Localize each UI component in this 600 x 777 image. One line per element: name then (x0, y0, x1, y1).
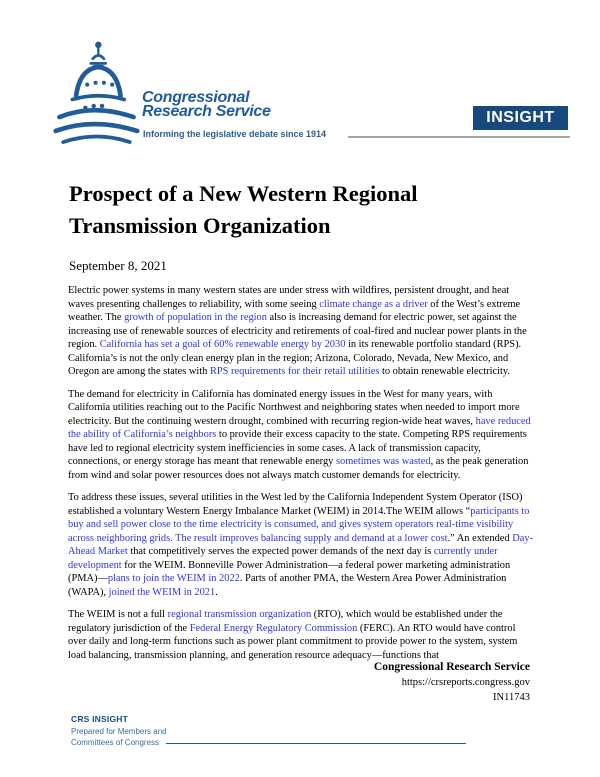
bottom-brand-block (71, 714, 466, 748)
text-run: , as the peak generation from wind and solar power resources does not always match customer demands for electricity. (68, 456, 529, 481)
paragraph (68, 284, 534, 379)
inline-link[interactable]: plans to join the WEIM in 2022 (107, 573, 240, 584)
bottom-divider (166, 743, 466, 744)
page-title (69, 178, 418, 242)
page-title-line1: Prospect of a New Western Regional (69, 181, 418, 206)
footer (374, 660, 530, 705)
text-run: that competitively serves the expected power demands of the next day is (127, 546, 434, 557)
org-tagline: Informing the legislative debate since 1914 (143, 129, 327, 139)
inline-link[interactable]: sometimes was wasted (335, 456, 431, 467)
inline-link[interactable]: have reduced the ability of California’s neighbors (68, 415, 531, 440)
paragraph (68, 491, 534, 599)
org-name-line2: Research Service (142, 103, 271, 120)
text-run: (FERC). An RTO would have control over daily and long-term functions such as power plant commitment to provide power to the system, system load balancing, transmission planning, and generation resource adequacy—functions that (68, 622, 518, 661)
text-run: . (215, 586, 218, 598)
header-divider (348, 136, 570, 138)
text-run: (RTO), which would be established under the regulatory jurisdiction of the (68, 609, 503, 634)
text-run: for the WEIM. Bonneville Power Administration—a federal power marketing administration (PMA)— (68, 559, 511, 584)
text-run: Electric power systems in many western states are under stress with wildfires, persistent drought, and heat waves presenting challenges to reliability, with some seeing (68, 285, 510, 310)
crs-insight-brand: CRS INSIGHT (71, 714, 128, 724)
text-run: To address these issues, several utilities in the West led by the California Independent System Operator (ISO) established a voluntary Western Energy Imbalance Market (WEIM) in 2014.The WEIM allows “ (68, 492, 523, 517)
text-run: . Parts of another PMA, the Western Area Power Administration (WAPA), (68, 573, 507, 598)
inline-link[interactable]: Federal Energy Regulatory Commission (189, 622, 358, 634)
text-run: The WEIM is not a full (68, 609, 168, 620)
text-run: also is increasing demand for electric power, set against the increasing use of renewable sources of electricity and retirements of coal-fired and nuclear power plants in the region. (68, 312, 527, 350)
org-logotype (142, 91, 271, 119)
capitol-dome-icon (52, 36, 140, 150)
inline-link[interactable]: California has set a goal of 60% renewable energy by 2030 (99, 339, 346, 350)
footer-url-link[interactable]: https://crsreports.congress.gov (401, 677, 530, 688)
paragraph (68, 388, 534, 483)
text-run: to provide their excess capacity to the state. Competing RPS requirements have led to regional electricity system inefficiencies in some cases. A lack of transmission capacity, connections, or energy storage has meant that renewable energy (68, 429, 527, 467)
footer-org: Congressional Research Service (373, 661, 530, 673)
text-run: .” An extended (447, 532, 513, 544)
inline-link[interactable]: Day-Ahead Market (68, 532, 533, 557)
inline-link[interactable]: RPS requirements for their retail utilities (209, 366, 380, 377)
page-title-line2: Transmission Organization (69, 213, 331, 238)
inline-link[interactable]: joined the WEIM in 2021 (108, 586, 216, 598)
text-run: in its renewable portfolio standard (RPS). California’s is not the only clean energy plan in the region; Arizona, Colorado, Nevada, New Mexico, and Oregon are among the states with (68, 339, 522, 377)
text-run: The demand for electricity in California has dominated energy issues in the West for many years, with California utilities reaching out to the Pacific Northwest and neighboring states when needed to import more electricity. But the continuing western drought, combined with recurring region-wide heat waves, (68, 388, 520, 427)
text-run: to obtain renewable electricity. (379, 366, 510, 377)
publication-date: September 8, 2021 (69, 258, 167, 273)
committees-line: Committees of Congress (71, 738, 160, 747)
document-body (68, 284, 534, 671)
insight-badge: INSIGHT (473, 106, 568, 130)
prepared-for-line: Prepared for Members and (71, 727, 167, 736)
inline-link[interactable]: regional transmission organization (167, 609, 312, 620)
text-run: of the West’s extreme weather. The (68, 298, 521, 323)
inline-link[interactable]: growth of population in the region (124, 312, 267, 323)
org-name-line1: Congressional (142, 89, 250, 106)
paragraph (68, 608, 534, 662)
document-id: IN11743 (493, 692, 530, 703)
inline-link[interactable]: participants to buy and sell power close to the time electricity is consumed, and gives system operators real-time visibility across neighboring grids. The result improves balancing supply and demand at a lower cost (68, 505, 530, 544)
inline-link[interactable]: climate change as a driver (319, 298, 428, 310)
inline-link[interactable]: currently under development (68, 546, 498, 571)
